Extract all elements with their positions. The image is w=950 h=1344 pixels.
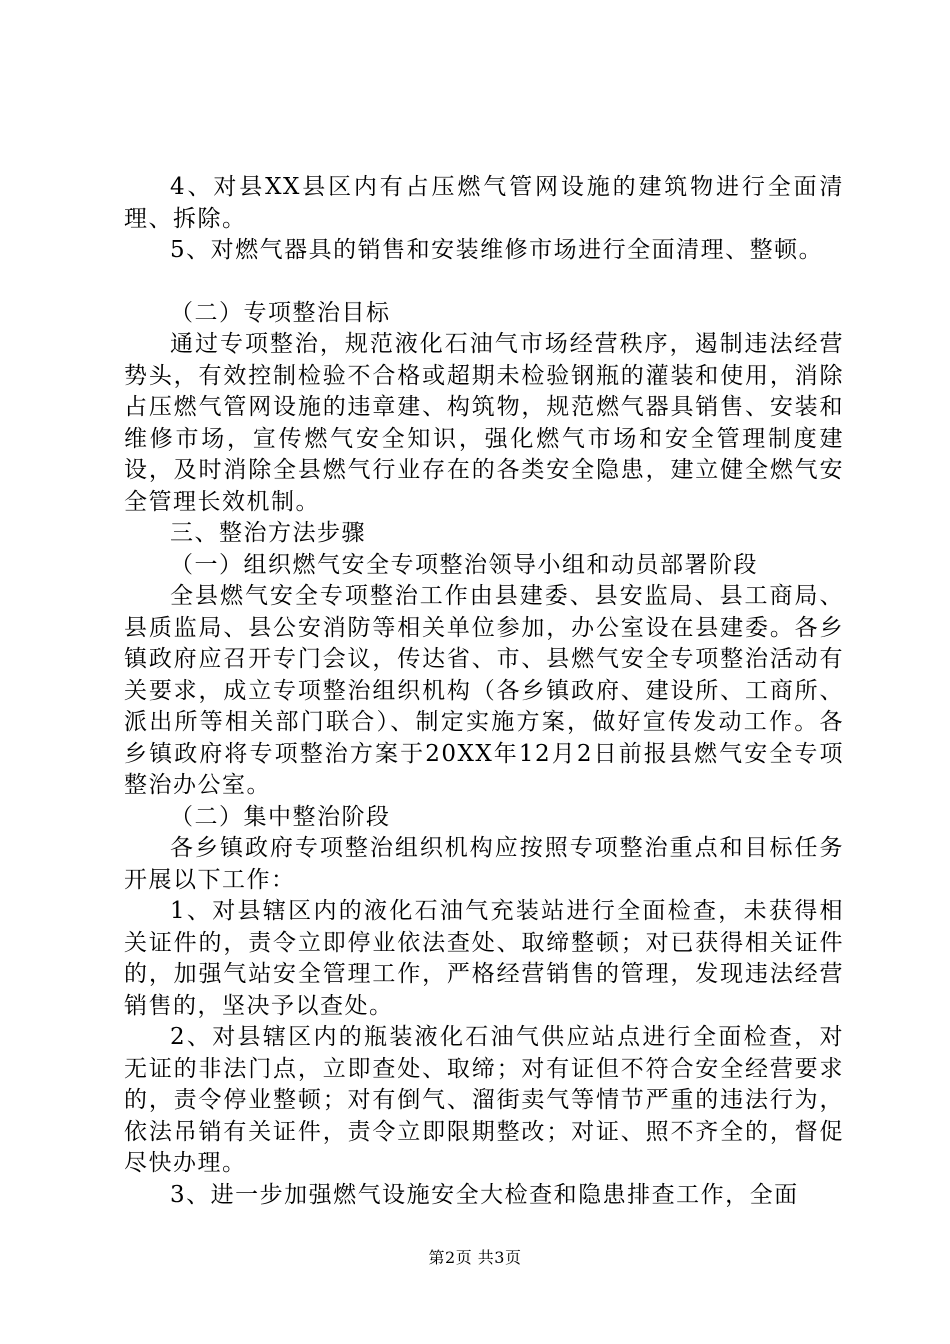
document-body [124, 172, 844, 1211]
paragraph-task-2: 2、对县辖区内的瓶装液化石油气供应站点进行全面检查，对无证的非法门点，立即查处、取缔；对有证但不符合安全经营要求的，责令停业整顿；对有倒气、溜街卖气等情节严重的违法行为，依法吊销有关证件，责令立即限期整改；对证、照不齐全的，督促尽快办理。 [124, 1024, 844, 1176]
subsection-heading-focus: （二）集中整治阶段 [170, 803, 391, 830]
paragraph-focus-intro: 各乡镇政府专项整治组织机构应按照专项整治重点和目标任务开展以下工作： [124, 835, 844, 893]
paragraph-item-5: 5、对燃气器具的销售和安装维修市场进行全面清理、整顿。 [170, 237, 824, 263]
paragraph-organize: 全县燃气安全专项整治工作由县建委、县安监局、县工商局、县质监局、县公安消防等相关单位参加，办公室设在县建委。各乡镇政府应召开专门会议，传达省、市、县燃气安全专项整治活动有关要求，成立专项整治组织机构（各乡镇政府、建设所、工商所、派出所等相关部门联合）、制定实施方案，做好宣传发动工作。各乡镇政府将专项整治方案于20XX年12月2日前报县燃气安全专项整治办公室。 [124, 583, 844, 798]
paragraph-task-1: 1、对县辖区内的液化石油气充装站进行全面检查，未获得相关证件的，责令立即停业依法查处、取缔整顿；对已获得相关证件的，加强气站安全管理工作，严格经营销售的管理，发现违法经营销售的，坚决予以查处。 [124, 898, 844, 1019]
paragraph-item-4: 4、对县XX县区内有占压燃气管网设施的建筑物进行全面清理、拆除。 [124, 174, 844, 232]
paragraph-gap [124, 267, 844, 298]
section-heading-target: （二）专项整治目标 [170, 299, 391, 326]
paragraph-task-3: 3、进一步加强燃气设施安全大检查和隐患排查工作，全面 [170, 1181, 799, 1208]
section-heading-methods: 三、整治方法步骤 [170, 520, 366, 546]
subsection-heading-organize: （一）组织燃气安全专项整治领导小组和动员部署阶段 [170, 551, 758, 578]
paragraph-target: 通过专项整治，规范液化石油气市场经营秩序，遏制违法经营势头，有效控制检验不合格或超期未检验钢瓶的灌装和使用，消除占压燃气管网设施的违章建、构筑物，规范燃气器具销售、安装和维修市场，宣传燃气安全知识，强化燃气市场和安全管理制度建设，及时消除全县燃气行业存在的各类安全隐患，建立健全燃气安全管理长效机制。 [124, 331, 844, 515]
page-number-footer: 第2页 共3页 [428, 1248, 522, 1267]
